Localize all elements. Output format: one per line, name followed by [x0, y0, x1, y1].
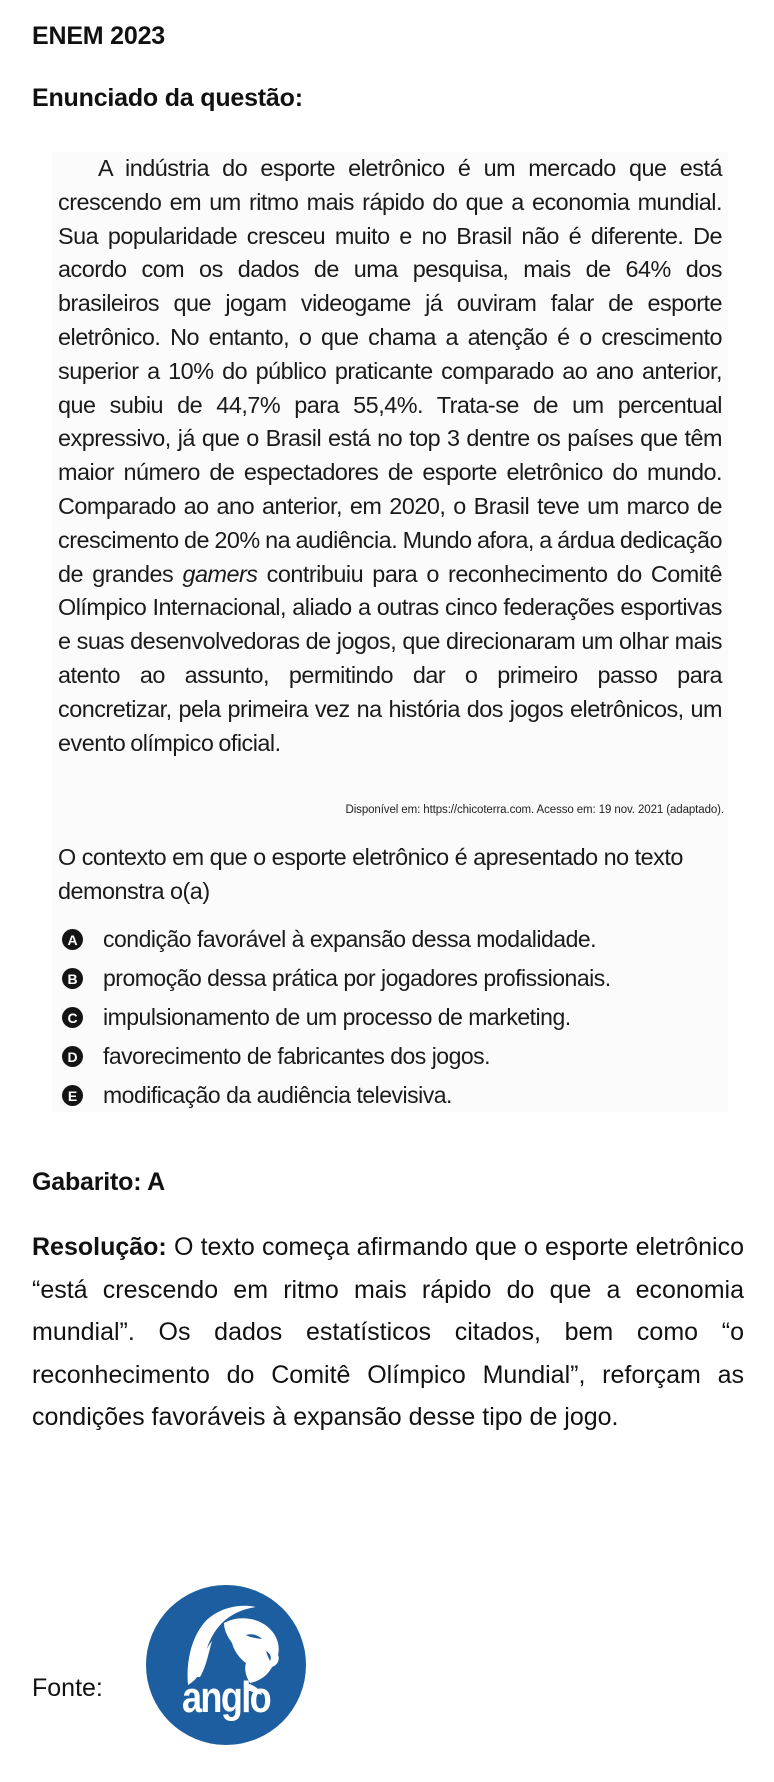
logo-wordmark: anglo [181, 1673, 270, 1722]
option-letter-b-icon: B [62, 968, 83, 989]
option-a[interactable] [62, 920, 722, 959]
answer-key: Gabarito: A [32, 1168, 165, 1196]
enunciado-label: Enunciado da questão: [32, 84, 303, 112]
answer-options [62, 920, 722, 1115]
question-text-part-2: contribuiu para o reconhecimento do Comitê Olímpico Internacional, aliado a outras cinco federações esportivas e suas desenvolvedoras de jogos, que direcionaram um olhar mais atento ao assunto, permitindo dar o primeiro passo para concretizar, pela primeira vez na história dos jogos eletrônicos, um evento olímpico oficial. [58, 560, 722, 756]
option-b[interactable] [62, 959, 722, 998]
option-text: favorecimento de fabricantes dos jogos. [103, 1043, 491, 1069]
option-text: condição favorável à expansão dessa modalidade. [103, 926, 597, 952]
question-scan [52, 152, 728, 1112]
option-c[interactable] [62, 998, 722, 1037]
question-text-part-1: A indústria do esporte eletrônico é um mercado que está crescendo em um ritmo mais rápido do que a economia mundial. Sua popularidade cresceu muito e no Brasil não é diferente. De acordo com os dados de uma pesquisa, mais de 64% dos brasileiros que jogam videogame já ouviram falar de esporte eletrônico. No entanto, o que chama a atenção é o crescimento superior a 10% do público praticante comparado ao ano anterior, que subiu de 44,7% para 55,4%. Trata-se de um percentual expressivo, já que o Brasil está no top 3 dentre os países que têm maior número de espectadores de esporte eletrônico do mundo. Comparado ao ano anterior, em 2020, o Brasil teve um marco de crescimento de 20% na audiência. Mundo afora, a árdua dedicação de grandes [58, 155, 722, 587]
option-letter-e-icon: E [62, 1085, 83, 1106]
source-label: Fonte: [32, 1674, 103, 1702]
question-stem: O contexto em que o esporte eletrônico é apresentado no texto demonstra o(a) [58, 844, 683, 904]
resolution-label: Resolução: [32, 1233, 167, 1261]
option-d[interactable] [62, 1037, 722, 1076]
resolution-text: O texto começa afirmando que o esporte eletrônico “está crescendo em ritmo mais rápido do que a economia mundial”. Os dados estatísticos citados, bem como “o reconhecimento do Comitê Olímpico Mundial”, reforçam as condições favoráveis à expansão desse tipo de jogo. [32, 1233, 744, 1431]
question-text-italic: gamers [182, 560, 258, 587]
document-title: ENEM 2023 [32, 22, 165, 50]
anglo-logo [146, 1585, 306, 1745]
option-text: promoção dessa prática por jogadores profissionais. [103, 965, 611, 991]
option-text: impulsionamento de um processo de marketing. [103, 1004, 571, 1030]
question-text [58, 152, 722, 760]
option-letter-c-icon: C [62, 1007, 83, 1028]
resolution [32, 1226, 744, 1439]
option-letter-a-icon: A [62, 929, 83, 950]
option-text: modificação da audiência televisiva. [103, 1082, 452, 1108]
source-citation: Disponível em: https://chicoterra.com. Acesso em: 19 nov. 2021 (adaptado). [345, 804, 724, 816]
option-e[interactable] [62, 1076, 722, 1115]
option-letter-d-icon: D [62, 1046, 83, 1067]
